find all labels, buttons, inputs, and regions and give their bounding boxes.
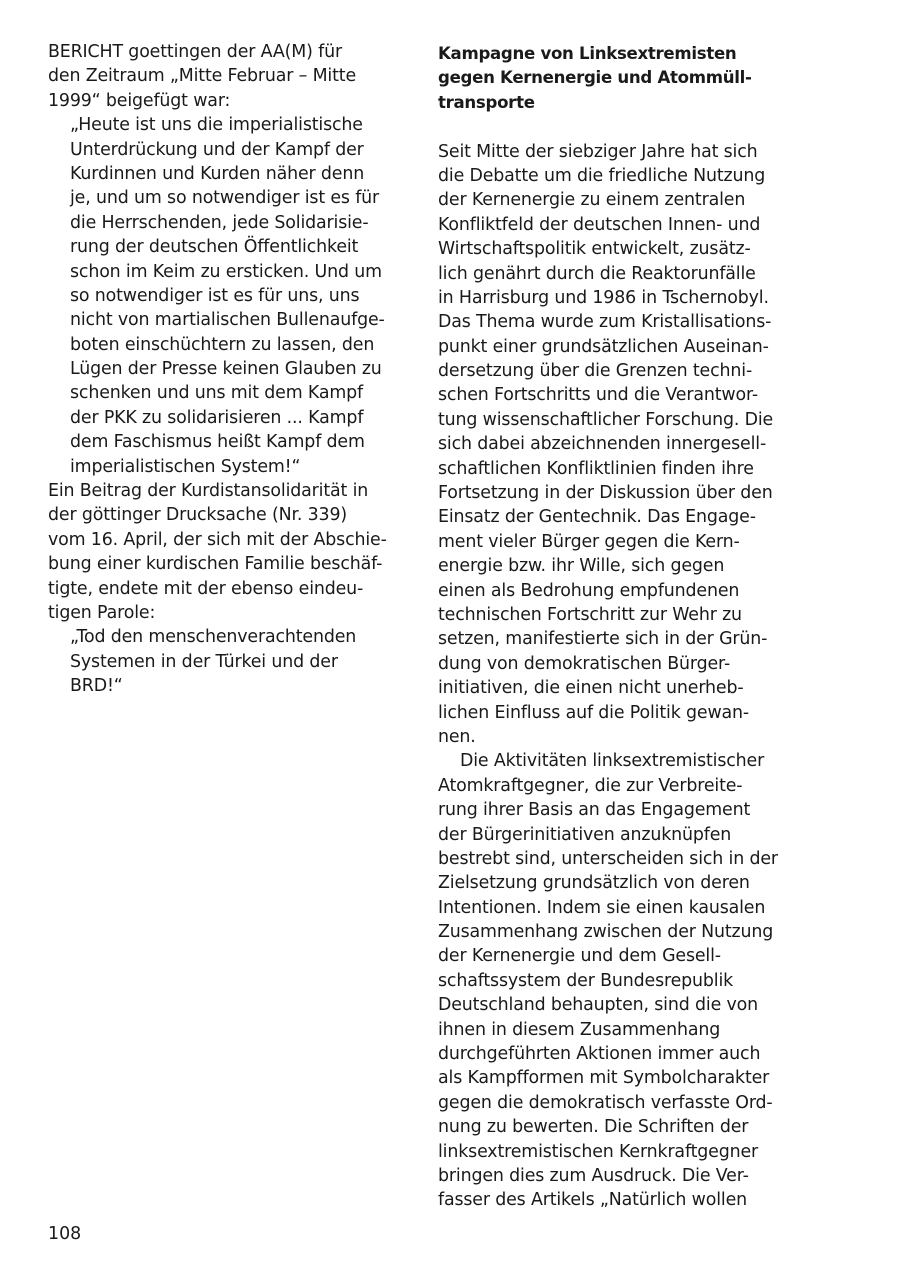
text-line: Intentionen. Indem sie einen kausalen	[438, 897, 766, 918]
text-line: Fortsetzung in der Diskussion über den	[438, 483, 773, 504]
text-line: Wirtschaftspolitik entwickelt, zusätz-	[438, 239, 751, 260]
quote-line: der PKK zu solidarisieren ... Kampf	[70, 407, 364, 428]
text-line: punkt einer grundsätzlichen Auseinan-	[438, 336, 769, 357]
text-line: 1999“ beigefügt war:	[48, 90, 231, 111]
text-line: der Bürgerinitiativen anzuknüpfen	[438, 824, 732, 845]
text-line: dung von demokratischen Bürger-	[438, 653, 731, 674]
text-line: in Harrisburg und 1986 in Tschernobyl.	[438, 287, 769, 308]
heading-line: Kampagne von Linksextremisten	[438, 44, 737, 63]
text-line: einen als Bedrohung empfundenen	[438, 580, 740, 601]
text-line: vom 16. April, der sich mit der Abschie-	[48, 529, 387, 550]
text-line: Atomkraftgegner, die zur Verbreite-	[438, 775, 743, 796]
text-line: durchgeführten Aktionen immer auch	[438, 1044, 761, 1065]
text-line: tigen Parole:	[48, 602, 156, 623]
text-line: fasser des Artikels „Natürlich wollen	[438, 1190, 748, 1211]
text-line: Zusammenhang zwischen der Nutzung	[438, 922, 774, 943]
text-line: als Kampfformen mit Symbolcharakter	[438, 1068, 770, 1089]
paragraph-2	[438, 749, 794, 1212]
paragraph-1	[438, 140, 794, 750]
text-line: energie bzw. ihr Wille, sich gegen	[438, 556, 725, 577]
text-line: gegen die demokratisch verfasste Ord-	[438, 1092, 773, 1113]
quote-line: je, und um so notwendiger ist es für	[70, 188, 380, 209]
text-line: rung ihrer Basis an das Engagement	[438, 800, 751, 821]
text-line: tigte, endete mit der ebenso eindeu-	[48, 578, 364, 599]
text-line: Zielsetzung grundsätzlich von deren	[438, 873, 750, 894]
text-line: technischen Fortschritt zur Wehr zu	[438, 604, 742, 625]
quote-line: Lügen der Presse keinen Glauben zu	[70, 359, 382, 380]
text-line: bringen dies zum Ausdruck. Die Ver-	[438, 1165, 749, 1186]
text-line: bestrebt sind, unterscheiden sich in der	[438, 848, 778, 869]
text-line: lichen Einfluss auf die Politik gewan-	[438, 702, 750, 723]
text-line: die Debatte um die friedliche Nutzung	[438, 165, 766, 186]
text-line: dersetzung über die Grenzen techni-	[438, 361, 753, 382]
text-line: schen Fortschritts und die Verantwor-	[438, 385, 758, 406]
quote-line: Unterdrückung und der Kampf der	[70, 139, 364, 160]
quote-line: „Heute ist uns die imperialistische	[70, 115, 363, 136]
quote-line: imperialistischen System!“	[70, 456, 301, 477]
text-line: setzen, manifestierte sich in der Grün-	[438, 629, 768, 650]
text-line: bung einer kurdischen Familie beschäf-	[48, 554, 383, 575]
quote-line: rung der deutschen Öffentlichkeit	[70, 237, 359, 258]
text-line: BERICHT goettingen der AA(M) für	[48, 42, 342, 62]
left-column	[48, 40, 404, 699]
text-line: der Kernenergie und dem Gesell-	[438, 946, 721, 967]
text-line: nung zu bewerten. Die Schriften der	[438, 1117, 749, 1138]
right-column	[438, 40, 794, 1213]
text-line: Konfliktfeld der deutschen Innen- und	[438, 214, 761, 235]
text-line: Die Aktivitäten linksextremistischer	[460, 751, 765, 772]
quote-line: so notwendiger ist es für uns, uns	[70, 285, 360, 306]
text-line: sich dabei abzeichnenden innergesell-	[438, 434, 767, 455]
text-line: Deutschland behaupten, sind die von	[438, 995, 759, 1016]
intro-paragraph	[48, 40, 404, 113]
text-line: Ein Beitrag der Kurdistansolidarität in	[48, 481, 369, 502]
text-line: Das Thema wurde zum Kristallisations-	[438, 312, 772, 333]
heading-line: transporte	[438, 92, 535, 112]
quote-line: boten einschüchtern zu lassen, den	[70, 334, 375, 355]
quote-line: dem Faschismus heißt Kampf dem	[70, 432, 365, 453]
block-quote	[48, 625, 404, 698]
quote-line: schenken und uns mit dem Kampf	[70, 383, 363, 404]
text-line: initiativen, die einen nicht unerheb-	[438, 678, 744, 699]
text-line: linksextremistischen Kernkraftgegner	[438, 1141, 759, 1162]
text-line: der göttinger Drucksache (Nr. 339)	[48, 505, 348, 526]
quote-line: „Tod den menschenverachtenden	[70, 627, 357, 648]
text-line: ment vieler Bürger gegen die Kern-	[438, 531, 740, 552]
heading-line: gegen Kernenergie und Atommüll-	[438, 68, 752, 88]
quote-line: nicht von martialischen Bullenaufge-	[70, 310, 385, 331]
heading-spacer	[438, 115, 794, 139]
text-line: den Zeitraum „Mitte Februar – Mitte	[48, 66, 357, 87]
section-heading	[438, 42, 794, 115]
text-line: Einsatz der Gentechnik. Das Engage-	[438, 507, 756, 528]
text-line: ihnen in diesem Zusammenhang	[438, 1019, 721, 1040]
text-line: Seit Mitte der siebziger Jahre hat sich	[438, 141, 758, 162]
quote-line: Kurdinnen und Kurden näher denn	[70, 163, 365, 184]
quote-line: BRD!“	[70, 676, 123, 697]
page-number: 108	[48, 1224, 82, 1244]
text-line: der Kernenergie zu einem zentralen	[438, 190, 746, 211]
text-line: nen.	[438, 726, 476, 747]
text-line: schaftlichen Konfliktlinien finden ihre	[438, 458, 754, 479]
quote-line: die Herrschenden, jede Solidarisie-	[70, 212, 369, 233]
text-line: schaftssystem der Bundesrepublik	[438, 970, 734, 991]
block-quote	[48, 113, 404, 479]
text-line: lich genährt durch die Reaktorunfälle	[438, 263, 756, 284]
middle-paragraph	[48, 479, 404, 625]
quote-line: Systemen in der Türkei und der	[70, 651, 338, 672]
quote-line: schon im Keim zu ersticken. Und um	[70, 261, 382, 282]
text-line: tung wissenschaftlicher Forschung. Die	[438, 409, 774, 430]
